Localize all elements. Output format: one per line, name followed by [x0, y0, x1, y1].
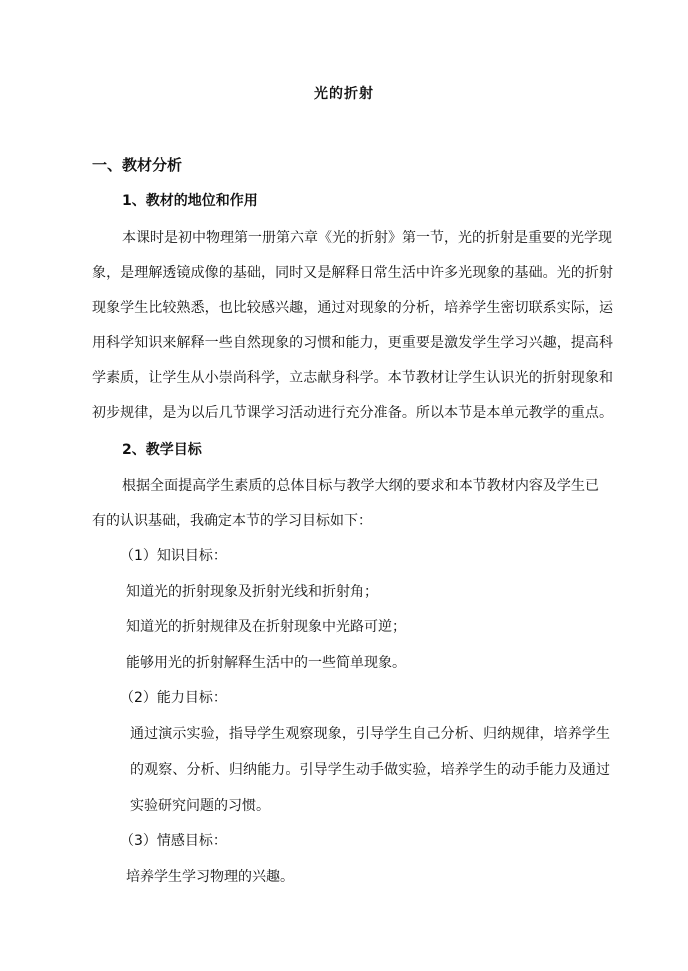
- goal-item: 能够用光的折射解释生活中的一些简单现象。: [126, 655, 406, 671]
- goal-item: 实验研究问题的习惯。: [130, 798, 270, 814]
- paragraph-line: 初步规律，是为以后几节课学习活动进行充分准备。所以本节是本单元教学的重点。: [92, 405, 613, 421]
- section-heading: 一、教材分析: [92, 156, 183, 174]
- paragraph-line: 用科学知识来解释一些自然现象的习惯和能力，更重要是激发学生学习兴趣，提高科: [92, 335, 613, 351]
- goal-label: （2）能力目标：: [120, 690, 227, 706]
- subsection-heading: 1、教材的地位和作用: [122, 193, 258, 209]
- paragraph-line: 根据全面提高学生素质的总体目标与教学大纲的要求和本节教材内容及学生已: [122, 478, 599, 494]
- paragraph-line: 有的认识基础，我确定本节的学习目标如下：: [92, 513, 372, 529]
- paragraph-line: 本课时是初中物理第一册第六章《光的折射》第一节，光的折射是重要的光学现: [122, 230, 612, 246]
- goal-item: 知道光的折射现象及折射光线和折射角；: [126, 584, 378, 600]
- goal-item: 通过演示实验，指导学生观察现象，引导学生自己分析、归纳规律，培养学生: [130, 726, 610, 742]
- goal-label: （3）情感目标：: [120, 833, 227, 849]
- document-title: 光的折射: [314, 86, 374, 102]
- paragraph-line: 象，是理解透镜成像的基础，同时又是解释日常生活中许多光现象的基础。光的折射: [92, 265, 613, 281]
- goal-item: 的观察、分析、归纳能力。引导学生动手做实验，培养学生的动手能力及通过: [130, 762, 610, 778]
- paragraph-line: 现象学生比较熟悉，也比较感兴趣，通过对现象的分析，培养学生密切联系实际，运: [92, 300, 613, 316]
- goal-label: （1）知识目标：: [120, 548, 227, 564]
- goal-item: 知道光的折射规律及在折射现象中光路可逆；: [126, 619, 406, 635]
- goal-item: 培养学生学习物理的兴趣。: [126, 869, 294, 885]
- subsection-heading: 2、教学目标: [122, 442, 202, 458]
- paragraph-line: 学素质，让学生从小崇尚科学，立志献身科学。本节教材让学生认识光的折射现象和: [92, 370, 613, 386]
